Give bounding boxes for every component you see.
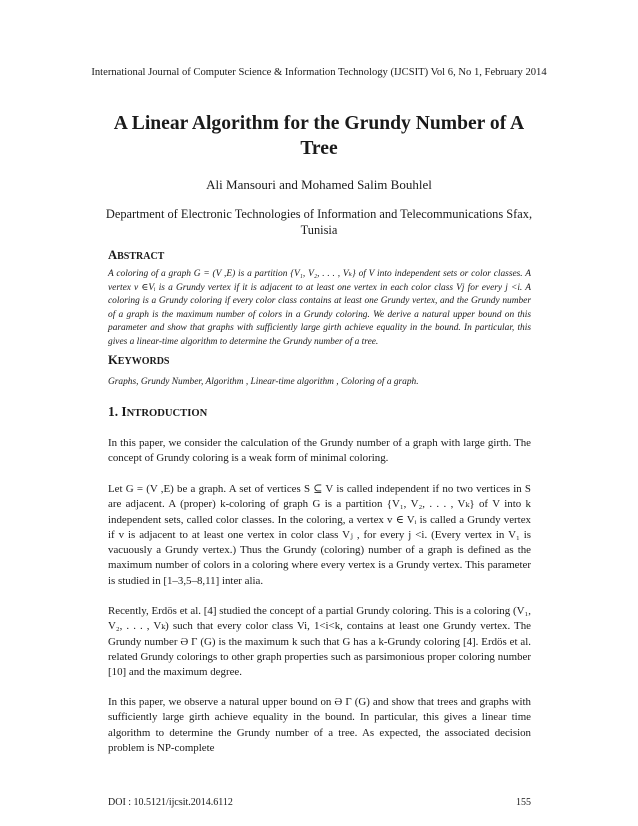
abstract-text: A coloring of a graph G = (V ,E) is a partition {V₁, V₂, . . . , Vₖ} of V into independent sets or color classes. A vertex v ∈Vᵢ is a Grundy vertex if it is adjacent to at least one vertex in each color class Vj for every j <i. A coloring is a Grundy coloring if every color class contains at least one Grundy vertex, and the Grundy number of a graph is the maximum number of colors in a Grundy coloring. We derive a natural upper bound on this parameter and show that graphs with sufficiently large girth achieve equality in the bound. In particular, this gives a linear-time algorithm to determine the Grundy number of a tree.	[108, 269, 531, 347]
keywords-heading-initial: K	[108, 353, 118, 367]
running-head: International Journal of Computer Science & Information Technology (IJCSIT) Vol 6, No 1, February 2014	[91, 67, 547, 78]
introduction-heading	[108, 403, 207, 421]
paper-affiliation: Department of Electronic Technologies of Information and Telecommunications Sfax, Tunisia	[105, 207, 533, 237]
paper-title: A Linear Algorithm for the Grundy Number of A Tree	[113, 113, 525, 159]
keywords-heading	[108, 351, 169, 369]
introduction-heading-rest: NTRODUCTION	[126, 408, 208, 419]
intro-paragraph-2: Let G = (V ,E) be a graph. A set of vertices S ⊆ V is called independent if no two vertices in S are adjacent. A (proper) k-coloring of graph G is a partition {V₁, V₂, . . . , Vₖ} of V into k independent sets, called color classes. In the coloring, a vertex v ∈ Vᵢ is called a Grundy vertex if v is adjacent to at least one vertex in color class Vⱼ , for every j <i. (Every vertex in V₁ is vacuously a Grundy vertex.) Thus the Grundy (coloring) number of a graph is defined as the maximum number of colors in a coloring where every vertex is a Grundy vertex. This parameter is studied in [1–3,5–8,11] inter alia.	[108, 483, 531, 587]
paper-authors: Ali Mansouri and Mohamed Salim Bouhlel	[206, 177, 432, 192]
introduction-heading-initial: 1. I	[108, 404, 127, 419]
abstract-heading-rest: BSTRACT	[117, 251, 165, 262]
intro-paragraph-1: In this paper, we consider the calculation of the Grundy number of a graph with large girth. The concept of Grundy coloring is a weak form of minimal coloring.	[108, 437, 531, 465]
keywords-text: Graphs, Grundy Number, Algorithm , Linear-time algorithm , Coloring of a graph.	[108, 377, 419, 387]
intro-paragraph-4: In this paper, we observe a natural upper bound on Ə Γ (G) and show that trees and graphs with sufficiently large girth achieve equality in the bound. In particular, this gives a linear time algorithm to determine the Grundy number of a tree. As expected, the associated decision problem is NP-complete	[108, 696, 531, 754]
keywords-heading-rest: EYWORDS	[117, 356, 170, 367]
page-number: 155	[516, 797, 531, 808]
abstract-heading	[108, 246, 164, 264]
doi-footer: DOI : 10.5121/ijcsit.2014.6112	[108, 797, 233, 808]
intro-paragraph-3: Recently, Erdös et al. [4] studied the concept of a partial Grundy coloring. This is a coloring (V₁, V₂, . . . , Vₖ) such that every color class Vi, 1<i<k, contains at least one Grundy vertex. The Grundy number Ə Γ (G) is the maximum k such that G has a k-Grundy coloring [4]. Erdös et al. related Grundy colorings to other graph properties such as parsimonious proper coloring number [10] and the maximum degree.	[108, 605, 531, 679]
abstract-heading-initial: A	[108, 248, 118, 262]
